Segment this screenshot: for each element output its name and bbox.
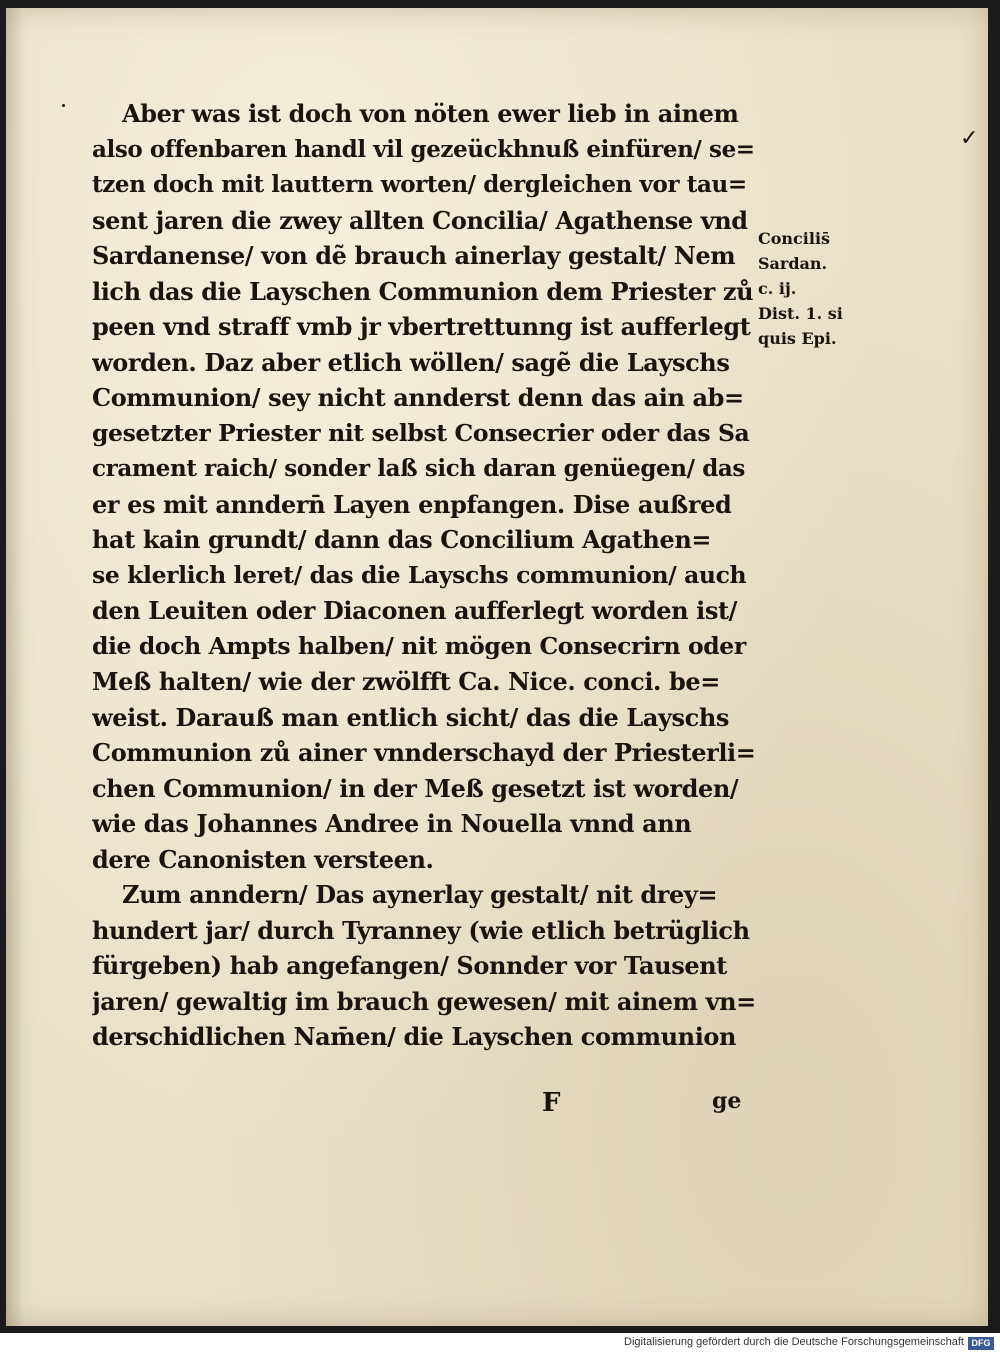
margin-note: c. ij. xyxy=(758,279,797,298)
margin-note: Sardan. xyxy=(758,254,828,273)
catchword: ge xyxy=(712,1088,742,1114)
text-line: se klerlich leret/ das die Layschs communion/ auch xyxy=(92,560,747,589)
text-line: also offenbaren handl vil gezeückhnuß einfüren/ se= xyxy=(92,135,755,163)
text-line: hat kain grundt/ dann das Concilium Agathen= xyxy=(92,525,712,554)
margin-notes xyxy=(758,226,858,351)
text-line: Zum anndern/ Das aynerlay gestalt/ nit drey= xyxy=(122,880,718,909)
book-page xyxy=(6,8,988,1326)
text-line: Meß halten/ wie der zwölfft Ca. Nice. conci. be= xyxy=(92,667,720,696)
margin-note: Dist. 1. si xyxy=(758,304,843,323)
text-line: peen vnd straff vmb jr vbertrettunng ist aufferlegt xyxy=(92,312,751,341)
text-line: worden. Daz aber etlich wöllen/ sagẽ die Layschs xyxy=(92,347,730,377)
text-line: den Leuiten oder Diaconen aufferlegt worden ist/ xyxy=(92,596,738,625)
corner-check-mark-icon: ✓ xyxy=(960,126,979,151)
signature-mark: F xyxy=(542,1088,561,1118)
margin-note: Concilis̄ xyxy=(758,229,831,248)
text-line: tzen doch mit lauttern worten/ dergleichen vor tau= xyxy=(92,171,747,198)
text-line: gesetzter Priester nit selbst Consecrier oder das Sa xyxy=(92,418,750,447)
text-line: Sardanense/ von dẽ brauch ainerlay gestalt/ Nem xyxy=(92,241,736,270)
text-line: hundert jar/ durch Tyranney (wie etlich betrüglich xyxy=(92,915,750,945)
text-line: Communion/ sey nicht annderst denn das ain ab= xyxy=(92,383,744,412)
ink-dot xyxy=(62,104,65,107)
footer-bar xyxy=(0,1333,1000,1354)
text-line: crament raich/ sonder laß sich daran genüegen/ das xyxy=(92,455,745,482)
text-line: fürgeben) hab angefangen/ Sonnder vor Tausent xyxy=(92,951,727,980)
text-line: wie das Johannes Andree in Nouella vnnd ann xyxy=(92,809,692,838)
footer-credit: Digitalisierung gefördert durch die Deutsche Forschungsgemeinschaft xyxy=(624,1336,964,1348)
main-text-block xyxy=(92,96,758,1055)
text-line: chen Communion/ in der Meß gesetzt ist worden/ xyxy=(92,773,739,803)
text-line: derschidlichen Nam̄en/ die Layschen communion xyxy=(92,1022,737,1051)
text-line: jaren/ gewaltig im brauch gewesen/ mit ainem vn= xyxy=(92,986,756,1016)
margin-note: quis Epi. xyxy=(758,329,837,348)
text-line: weist. Darauß man entlich sicht/ das die Layschs xyxy=(92,702,730,732)
text-line: sent jaren die zwey allten Concilia/ Agathense vnd xyxy=(92,205,748,235)
text-line: er es mit anndern̄ Layen enpfangen. Dise außred xyxy=(92,489,732,519)
text-line: dere Canonisten versteen. xyxy=(92,844,434,874)
text-line: Aber was ist doch von nöten ewer lieb in ainem xyxy=(122,99,739,128)
text-line: lich das die Layschen Communion dem Priester zů xyxy=(92,276,754,306)
dfg-logo-icon: DFG xyxy=(968,1337,994,1350)
text-line: Communion zů ainer vnnderschayd der Priesterli= xyxy=(92,738,756,767)
text-line: die doch Ampts halben/ nit mögen Consecrirn oder xyxy=(92,631,746,660)
